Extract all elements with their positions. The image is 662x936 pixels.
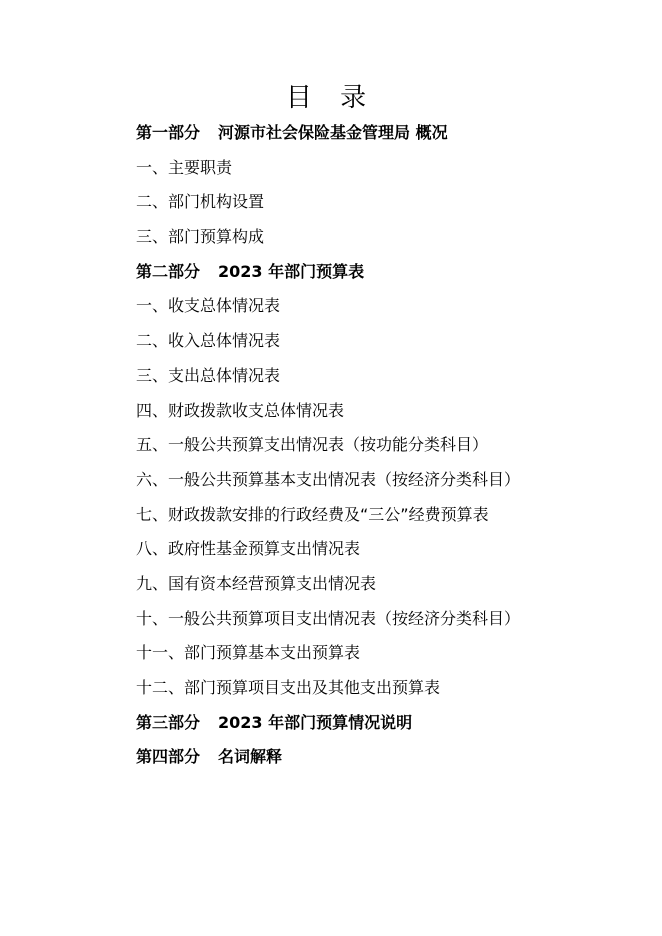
toc-item[interactable] — [136, 151, 636, 186]
toc-item-text: 五、一般公共预算支出情况表（按功能分类科目） — [136, 435, 489, 455]
toc-part-label: 第二部分 — [136, 261, 201, 281]
toc-part-title: 2023 年部门预算情况说明 — [218, 712, 413, 732]
toc-item[interactable] — [136, 602, 636, 637]
toc-item-text: 十二、部门预算项目支出及其他支出预算表 — [136, 678, 441, 697]
toc-item-text: 一、收支总体情况表 — [136, 296, 281, 316]
table-of-contents — [136, 116, 636, 775]
toc-item-text: 九、国有资本经营预算支出情况表 — [136, 573, 377, 593]
toc-item[interactable] — [136, 359, 636, 394]
toc-title: 目 录 — [285, 83, 377, 113]
toc-item-text: 十一、部门预算基本支出预算表 — [136, 643, 361, 663]
toc-item-text: 七、财政拨款安排的行政经费及“三公”经费预算表 — [136, 504, 489, 524]
toc-item[interactable] — [136, 428, 636, 463]
toc-item-text: 三、支出总体情况表 — [136, 365, 281, 385]
toc-part-entry[interactable] — [136, 255, 636, 290]
toc-part-entry[interactable] — [136, 116, 636, 151]
toc-part-title: 河源市社会保险基金管理局 概况 — [218, 123, 448, 142]
toc-item-text: 一、主要职责 — [136, 157, 233, 177]
toc-part-entry[interactable] — [136, 706, 636, 741]
toc-part-title: 2023 年部门预算表 — [218, 261, 365, 281]
toc-item-text: 八、政府性基金预算支出情况表 — [136, 539, 361, 559]
toc-item-text: 二、收入总体情况表 — [136, 331, 281, 351]
toc-item[interactable] — [136, 220, 636, 255]
toc-item-text: 十、一般公共预算项目支出情况表（按经济分类科目） — [136, 608, 521, 628]
toc-item-text: 四、财政拨款收支总体情况表 — [136, 400, 345, 420]
toc-part-label: 第一部分 — [136, 123, 201, 142]
toc-item[interactable] — [136, 636, 636, 671]
toc-part-title: 名词解释 — [218, 747, 283, 767]
toc-item[interactable] — [136, 324, 636, 359]
toc-item[interactable] — [136, 567, 636, 602]
toc-item[interactable] — [136, 671, 636, 706]
toc-item[interactable] — [136, 289, 636, 324]
toc-part-label: 第三部分 — [136, 712, 201, 732]
toc-item[interactable] — [136, 498, 636, 533]
toc-item-text: 二、部门机构设置 — [136, 192, 265, 212]
toc-item[interactable] — [136, 532, 636, 567]
toc-item[interactable] — [136, 394, 636, 429]
toc-item[interactable] — [136, 185, 636, 220]
toc-item[interactable] — [136, 463, 636, 498]
toc-item-text: 六、一般公共预算基本支出情况表（按经济分类科目） — [136, 469, 521, 489]
toc-item-text: 三、部门预算构成 — [136, 227, 265, 247]
toc-part-entry[interactable] — [136, 740, 636, 775]
toc-part-label: 第四部分 — [136, 747, 201, 767]
